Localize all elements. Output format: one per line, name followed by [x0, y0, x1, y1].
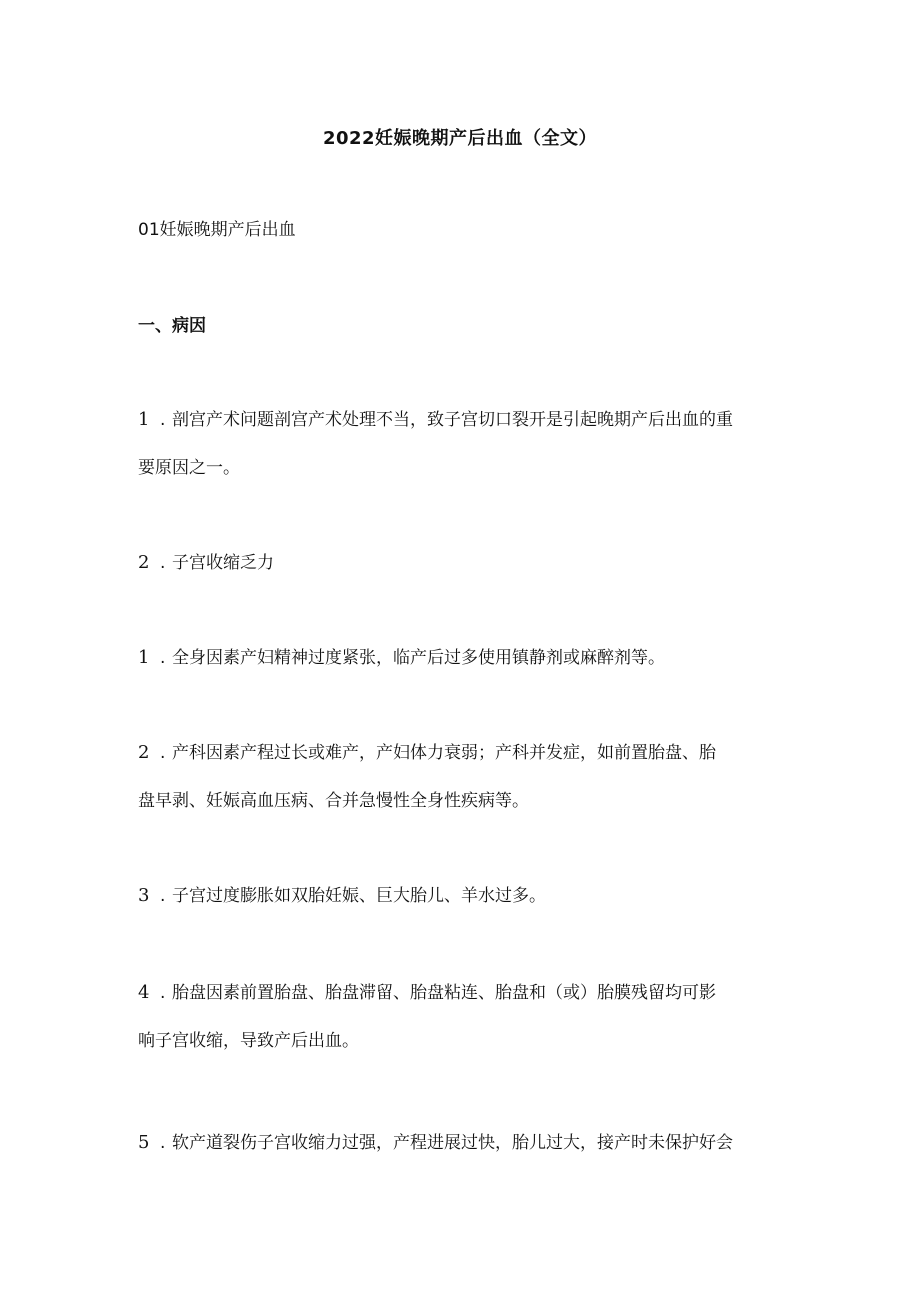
list-item-continuation: 盘早剥、妊娠高血压病、合并急慢性全身性疾病等。 [138, 791, 529, 811]
item-dot: . [160, 1133, 166, 1153]
item-text: 剖宫产术问题剖宫产术处理不当，致子宫切口裂开是引起晚期产后出血的重 [172, 410, 733, 430]
item-number: 2 [138, 742, 150, 763]
list-item [138, 1131, 798, 1155]
list-item [138, 646, 798, 670]
subsection-heading: 一、病因 [138, 316, 206, 336]
item-number: 1 [138, 647, 150, 668]
item-number: 5 [138, 1132, 150, 1153]
list-item-continuation: 要原因之一。 [138, 458, 240, 478]
section-heading: 01妊娠晚期产后出血 [138, 220, 296, 240]
item-number: 4 [138, 982, 150, 1003]
list-item [138, 981, 798, 1005]
item-dot: . [160, 553, 166, 573]
list-item [138, 884, 798, 908]
list-item [138, 551, 798, 575]
item-text: 子宫过度膨胀如双胎妊娠、巨大胎儿、羊水过多。 [172, 886, 546, 906]
item-text: 软产道裂伤子宫收缩力过强，产程进展过快，胎儿过大，接产时未保护好会 [172, 1133, 733, 1153]
item-text: 子宫收缩乏力 [172, 553, 274, 573]
item-number: 2 [138, 552, 150, 573]
item-dot: . [160, 886, 166, 906]
document-title: 2022妊娠晚期产后出血（全文） [322, 128, 598, 149]
item-text: 胎盘因素前置胎盘、胎盘滞留、胎盘粘连、胎盘和（或）胎膜残留均可影 [172, 983, 716, 1003]
list-item [138, 408, 798, 432]
list-item [138, 741, 798, 765]
item-dot: . [160, 743, 166, 763]
item-text: 全身因素产妇精神过度紧张，临产后过多使用镇静剂或麻醉剂等。 [172, 648, 665, 668]
item-text: 产科因素产程过长或难产，产妇体力衰弱；产科并发症，如前置胎盘、胎 [172, 743, 716, 763]
item-dot: . [160, 410, 166, 430]
list-item-continuation: 响子宫收缩，导致产后出血。 [138, 1031, 359, 1051]
item-dot: . [160, 983, 166, 1003]
item-dot: . [160, 648, 166, 668]
item-number: 1 [138, 409, 150, 430]
item-number: 3 [138, 885, 150, 906]
